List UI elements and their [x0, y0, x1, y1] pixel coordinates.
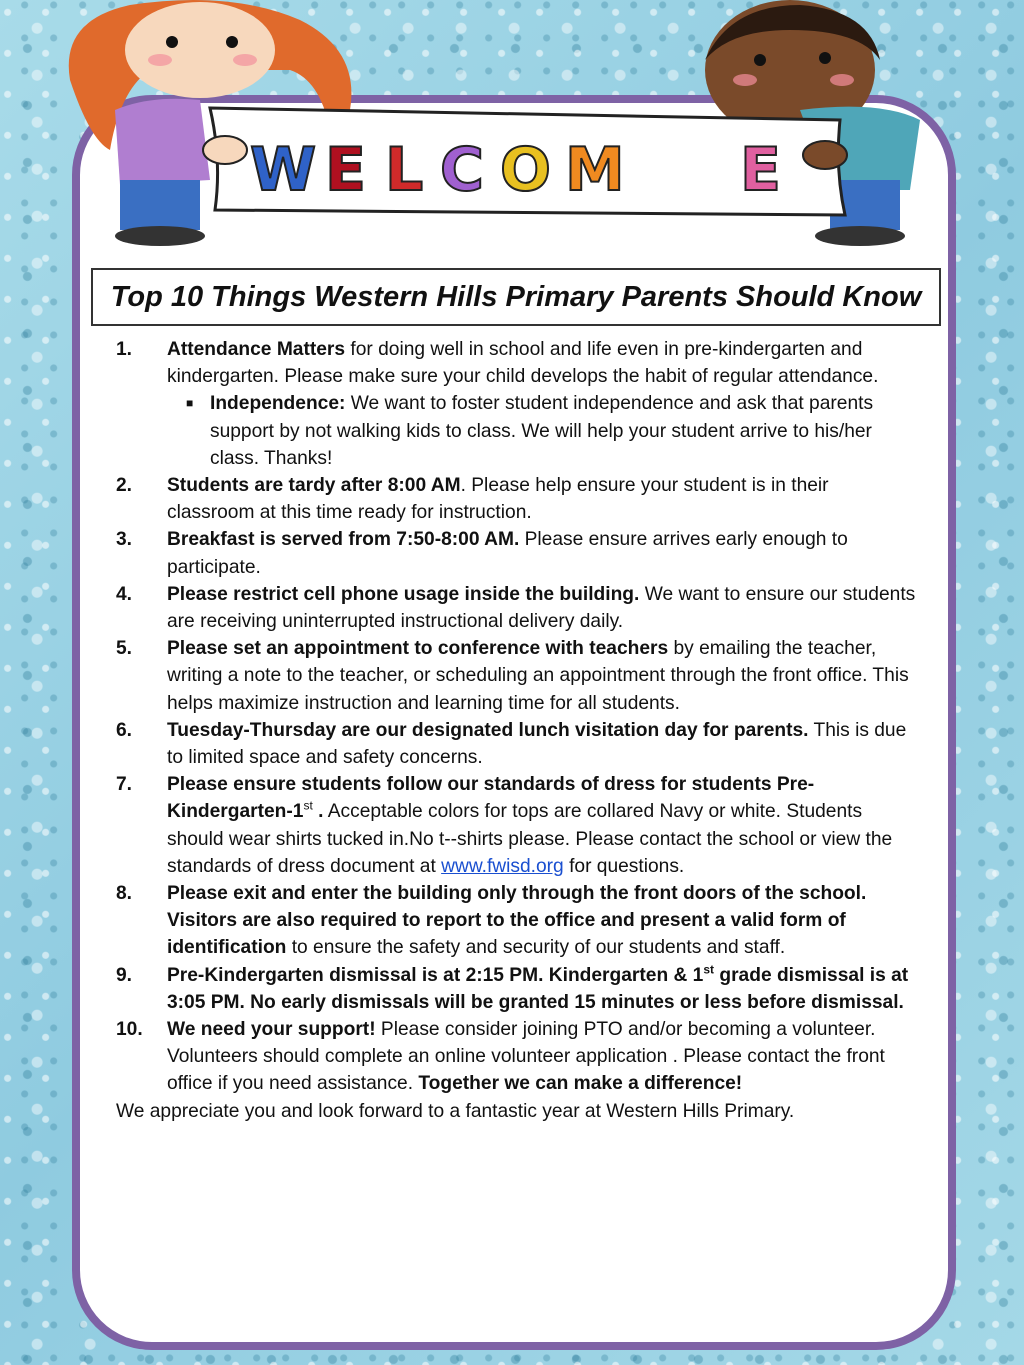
closing-text: We appreciate you and look forward to a fantastic year at Western Hills Primary.: [116, 1100, 795, 1122]
sub-item-text: Independence: We want to foster student independence and ask that parents support by not walking kids to class. We will help your student arrive to his/her class. Thanks!: [210, 393, 874, 469]
title-box: [91, 268, 941, 326]
item-text: Please set an appointment to conference with teachers by emailing the teacher, writing a note to the teacher, or scheduling an appointment through the front office. This helps maximize instruction and learning time for all students.: [167, 638, 909, 714]
item-number: 7.: [116, 774, 133, 796]
fwisd-link[interactable]: www.fwisd.org: [441, 855, 564, 877]
item-text: Please exit and enter the building only through the front doors of the school. Visitors are also required to report to the office and present a valid form of identification to ensure the safety and security of our students and staff.: [167, 883, 867, 959]
list-item: [116, 635, 916, 717]
item-number: 6.: [116, 719, 133, 741]
item-text: Breakfast is served from 7:50-8:00 AM. Please ensure arrives early enough to participate.: [167, 529, 848, 578]
item-number: 9.: [116, 964, 133, 986]
welcome-banner-illustration: [0, 0, 1024, 260]
list-item: [116, 526, 916, 580]
list-item: [116, 581, 916, 635]
girl-shirt: [115, 99, 210, 185]
sub-item: [186, 390, 916, 472]
item-number: 10.: [116, 1019, 143, 1041]
list-item: [116, 1016, 916, 1098]
item-text: Please ensure students follow our standards of dress for students Pre-Kindergarten-1st . Acceptable colors for tops are collared Navy or white. Students should wear shirts tucked in.No t--shirts please. Please contact the school or view the standards of dress document at www.fwisd.org for questions.: [167, 774, 893, 877]
square-bullet-icon: ■: [186, 396, 194, 411]
item-text: Tuesday-Thursday are our designated lunch visitation day for parents. This is due to limited space and safety concerns.: [167, 719, 907, 769]
banner-letter-l: L: [385, 135, 424, 205]
banner-letter-e2: E: [740, 135, 781, 205]
item-number: 1.: [116, 339, 133, 360]
list-item: [116, 880, 916, 962]
banner-letter-c: C: [440, 135, 485, 205]
page-title: Top 10 Things Western Hills Primary Parents Should Know: [110, 280, 922, 313]
banner-letter-m: M: [565, 135, 625, 205]
item-number: 2.: [116, 475, 133, 497]
list-item: [116, 771, 916, 880]
list-item: [116, 472, 916, 526]
banner-letter-o: O: [500, 135, 552, 205]
item-text: We need your support! Please consider joining PTO and/or becoming a volunteer. Volunteers should complete an online volunteer application . Please contact the front office if you need assistance. Together we can make a difference!: [167, 1019, 885, 1095]
item-text: Please restrict cell phone usage inside the building. We want to ensure our students are receiving uninterrupted instructional delivery daily.: [167, 583, 916, 633]
item-number: 5.: [116, 638, 133, 660]
girl-pants: [120, 180, 200, 230]
item-number: 4.: [116, 583, 133, 605]
girl-face: [125, 2, 275, 98]
banner-letter-w: W: [250, 135, 317, 205]
item-number: 3.: [116, 529, 133, 551]
item-text: Attendance Matters for doing well in school and life even in pre-kindergarten and kindergarten. Please make sure your child develops the habit of regular attendance.: [167, 339, 879, 388]
list-item: [116, 336, 916, 390]
item-number: 8.: [116, 883, 133, 905]
list-item: [116, 717, 916, 771]
banner-letter-e: E: [325, 135, 366, 205]
item-text: Students are tardy after 8:00 AM. Please help ensure your student is in their classroom at this time ready for instruction.: [167, 475, 829, 524]
item-text: Pre-Kindergarten dismissal is at 2:15 PM. Kindergarten & 1st grade dismissal is at 3:05 PM. No early dismissals will be granted 15 minutes or less before dismissal.: [167, 962, 909, 1013]
tips-list: [116, 336, 916, 1125]
list-item: [116, 962, 916, 1016]
